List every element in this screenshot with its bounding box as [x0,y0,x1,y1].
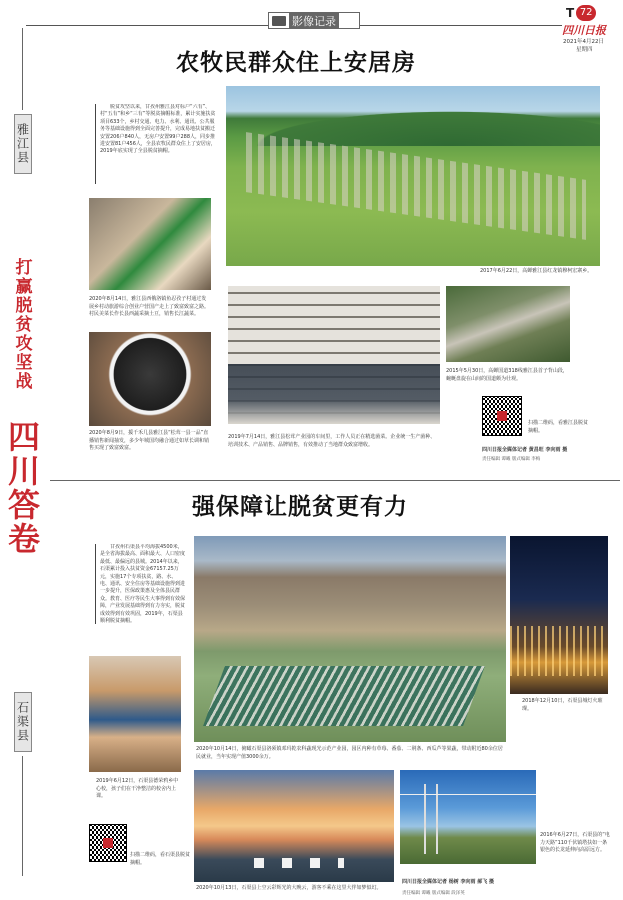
power-pylon-photo [400,770,536,864]
village-houses [246,132,586,240]
yajiang-village-caption: 2017年6月22日，高蝉雅江县红龙镇穆柯宏寨乡。 [480,268,593,274]
sidebar-slogan: 打赢脱贫攻坚战 [11,258,32,391]
yajiang-qr-logo [497,411,507,421]
intro2-bar [95,544,96,624]
paper-logo: 四川日报 [562,24,606,37]
mountain-road-caption: 2015年5月30日，高蝉国道318线雅江县首子背山段，蜿蜒盘旋在山间的国道颇为壮观。 [446,368,568,382]
intro-bar [95,104,96,184]
sunset-yurt-photo [194,770,394,882]
shiqu-qr-caption: 扫描二维码，看石渠县脱贫摘帽。 [130,852,191,866]
section2-intro: 甘孜州石渠县平均海拔4500米，是全省海拔最高、面积最大、人口密度最低、最偏远的县城。2014年以来，石渠累计投入扶贫资金67157.25万元，实施17个专项扶贫，路、水、电、通讯、安全住房等基础设施得到进一步提升，医保政策惠及全体县民群众。教育、医疗等民生大事得到有效保障，产业发展基础得到有力夯实，脱贫成效得到有效巩固，2019年，石渠县顺利脱贫摘帽。 [100,544,186,625]
yurts [254,858,344,868]
section1-intro: 脱贫攻坚以来，甘孜州雅江县对标户“六有”、村“五有”和乡“三有”等脱贫摘帽标准，累计实施扶贫项目633个，乡村交通、电力、水利、通讯、公共服务等基础设施得到全面完善提升，完成易地扶贫搬迁安置206户840人，无房户安置99户288人，同步推进安置81户456人，全县农牧民群众住上了安居房，2019年底实现了全县脱贫摘帽。 [100,104,216,155]
page-badge [566,5,596,21]
sunset-yurt-caption: 2020年10月13日，石渠县上空云彩辉光的大晚云，游客不乘在这里大伴如梦似幻。 [196,885,382,891]
section2-editors: 责任编辑 谭曦 版式编辑 段泽英 [402,891,465,896]
section-divider [50,480,620,481]
greenhouse-rows [203,666,485,726]
section1-headline: 农牧民群众住上安居房 [176,49,416,76]
mushroom-caption: 2019年7月14日，雅江县松茸产业园的车间里，工作人员正在精选菌菜。企业统一生产菌种、培训技术、产品销售、品牌销售，有效推动了当地群众致富增收。 [228,434,436,448]
power-lines [400,794,536,795]
issue-date: 2021年4月22日 [563,39,604,45]
shiqu-qr-logo [103,838,113,848]
sidebar-line-bottom [22,756,23,876]
workers [228,364,440,424]
fridge-photo [89,198,211,290]
mountain-road-photo [446,286,570,362]
page-letter: T [566,6,575,20]
night-town-caption: 2018年12月10日，石渠县城灯火璀璨。 [522,698,603,712]
yajiang-qr-caption: 扫描二维码，看雅江县脱贫摘帽。 [528,420,589,434]
section2-headline: 强保障让脱贫更有力 [192,493,408,520]
film-icon [272,16,286,26]
issue-weekday: 星期四 [576,47,593,53]
section1-credit: 四川日报全媒体记者 黄昌旺 李向雨 摄 [482,447,568,453]
livestream-photo [89,332,211,426]
section-label-box [268,12,360,29]
section2-credit: 四川日报全媒体记者 杨树 李向雨 郝飞 摄 [402,879,494,885]
classroom-kids-caption: 2019年6月12日，石渠县德荣鸦乡中心校，孩子们在干净整洁的校舍内上课。 [96,778,179,799]
county-label-top: 雅江县 [14,114,32,174]
sidebar [0,0,50,900]
page-number: 72 [576,5,596,21]
section1-editors: 责任编辑 谭曦 版式编辑 李梅 [482,457,541,462]
livestream-caption: 2020年8月9日，援千禾几县雅江县“松茸一县一品”直播销售新闻抽发，多少年城国均融合通过如草长调和销售买现了致富致富。 [89,430,210,451]
mushroom-photo [228,286,440,424]
sidebar-answer: 四川答卷 [3,420,41,556]
greenhouse-valley-photo [194,536,506,742]
greenhouse-valley-caption: 2020年10月14日，俯瞰石渠县洛须镇邓玛乾农科蔬现光示范产业园，园区内种有草莓、番茄、二荆条、西瓜芦等果蔬，带动附近80余位居民就业，当年实现产值3000余万。 [196,746,503,760]
section-label: 影像记录 [289,13,339,29]
classroom-kids-photo [89,656,181,772]
town-lights [510,626,608,676]
fridge-caption: 2020年8月14日，雅江县西俄洛镇鱼忍孜子村通过发展乡村动旅游综合创业户营国产走上了致富致富之路。村民美菜长作长县西蔬采摘土豆，销售长江蔬菜。 [89,296,210,317]
sidebar-line-top [22,28,23,110]
night-town-photo [510,536,608,694]
county-label-bottom: 石渠县 [14,692,32,752]
power-pylon-caption: 2016年6月27日，石渠县的“电力天路”110千伏镇塔扶如一条银色的长龙延伸向高原远方。 [540,832,610,853]
header [0,0,623,45]
yajiang-village-photo [226,86,600,266]
